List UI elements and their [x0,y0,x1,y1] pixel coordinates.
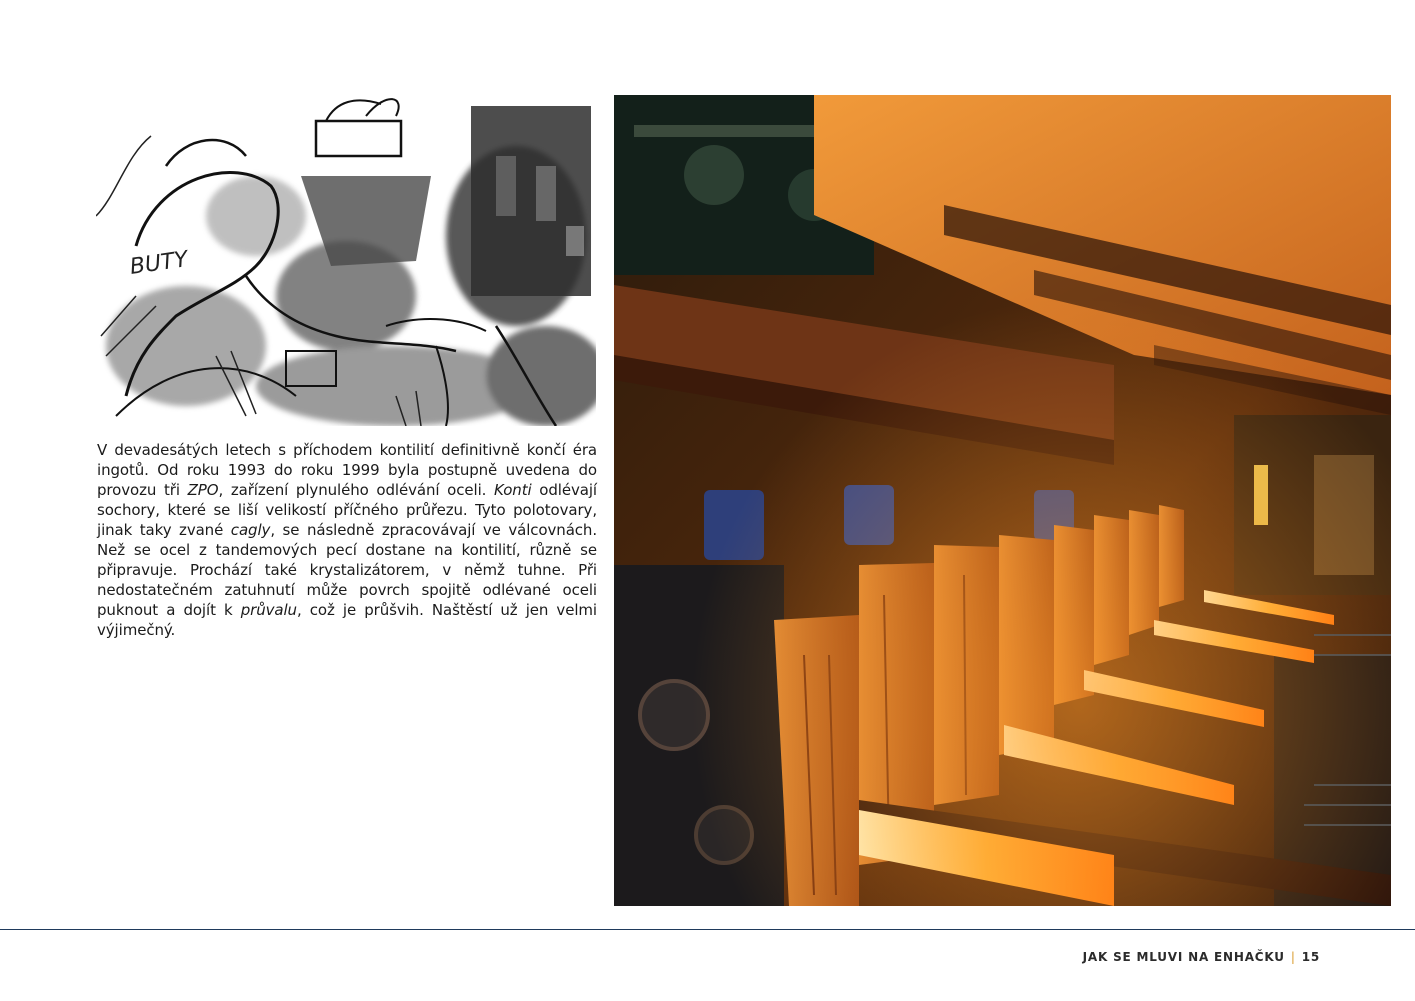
text-run: odlévají sochory, které se liší velikostí příčného průřezu. Tyto polotovary, jinak taky zvané [97,481,597,539]
body-paragraph [97,440,597,640]
footer-separator: | [1290,950,1296,964]
footer-rule [0,929,1415,930]
text-run: , se následně zpracovávají ve válcovnách. Než se ocel z tandemových pecí dostane na kontilití, různě se připravuje. Prochází také krystalizátorem, v němž tuhne. Při nedostatečném zatuhnutí může povrch spojitě odlévané oceli puknout a dojít k [97,521,598,619]
text-run: , což je průšvih. Naštěstí už jen velmi výjimečný. [97,601,597,639]
text-run: , zařízení plynulého odlévání oceli. [218,481,495,499]
continuous-casting-photo [614,95,1391,906]
page-number: 15 [1301,950,1320,964]
text-run-italic: cagly [230,521,271,539]
ink-sketch-illustration [96,96,596,426]
text-run-italic: ZPO [187,481,219,499]
text-run-italic: Konti [494,481,532,499]
sketch-lettering: BUTY [128,247,190,280]
running-footer [1083,950,1320,964]
running-title: JAK SE MLUVI NA ENHAČKU [1082,950,1285,964]
text-run-italic: průvalu [240,601,297,619]
text-run: V devadesátých letech s příchodem kontilití definitivně končí éra ingotů. Od roku 1993 do roku 1999 byla postupně uvedena do provozu tři [97,441,597,499]
